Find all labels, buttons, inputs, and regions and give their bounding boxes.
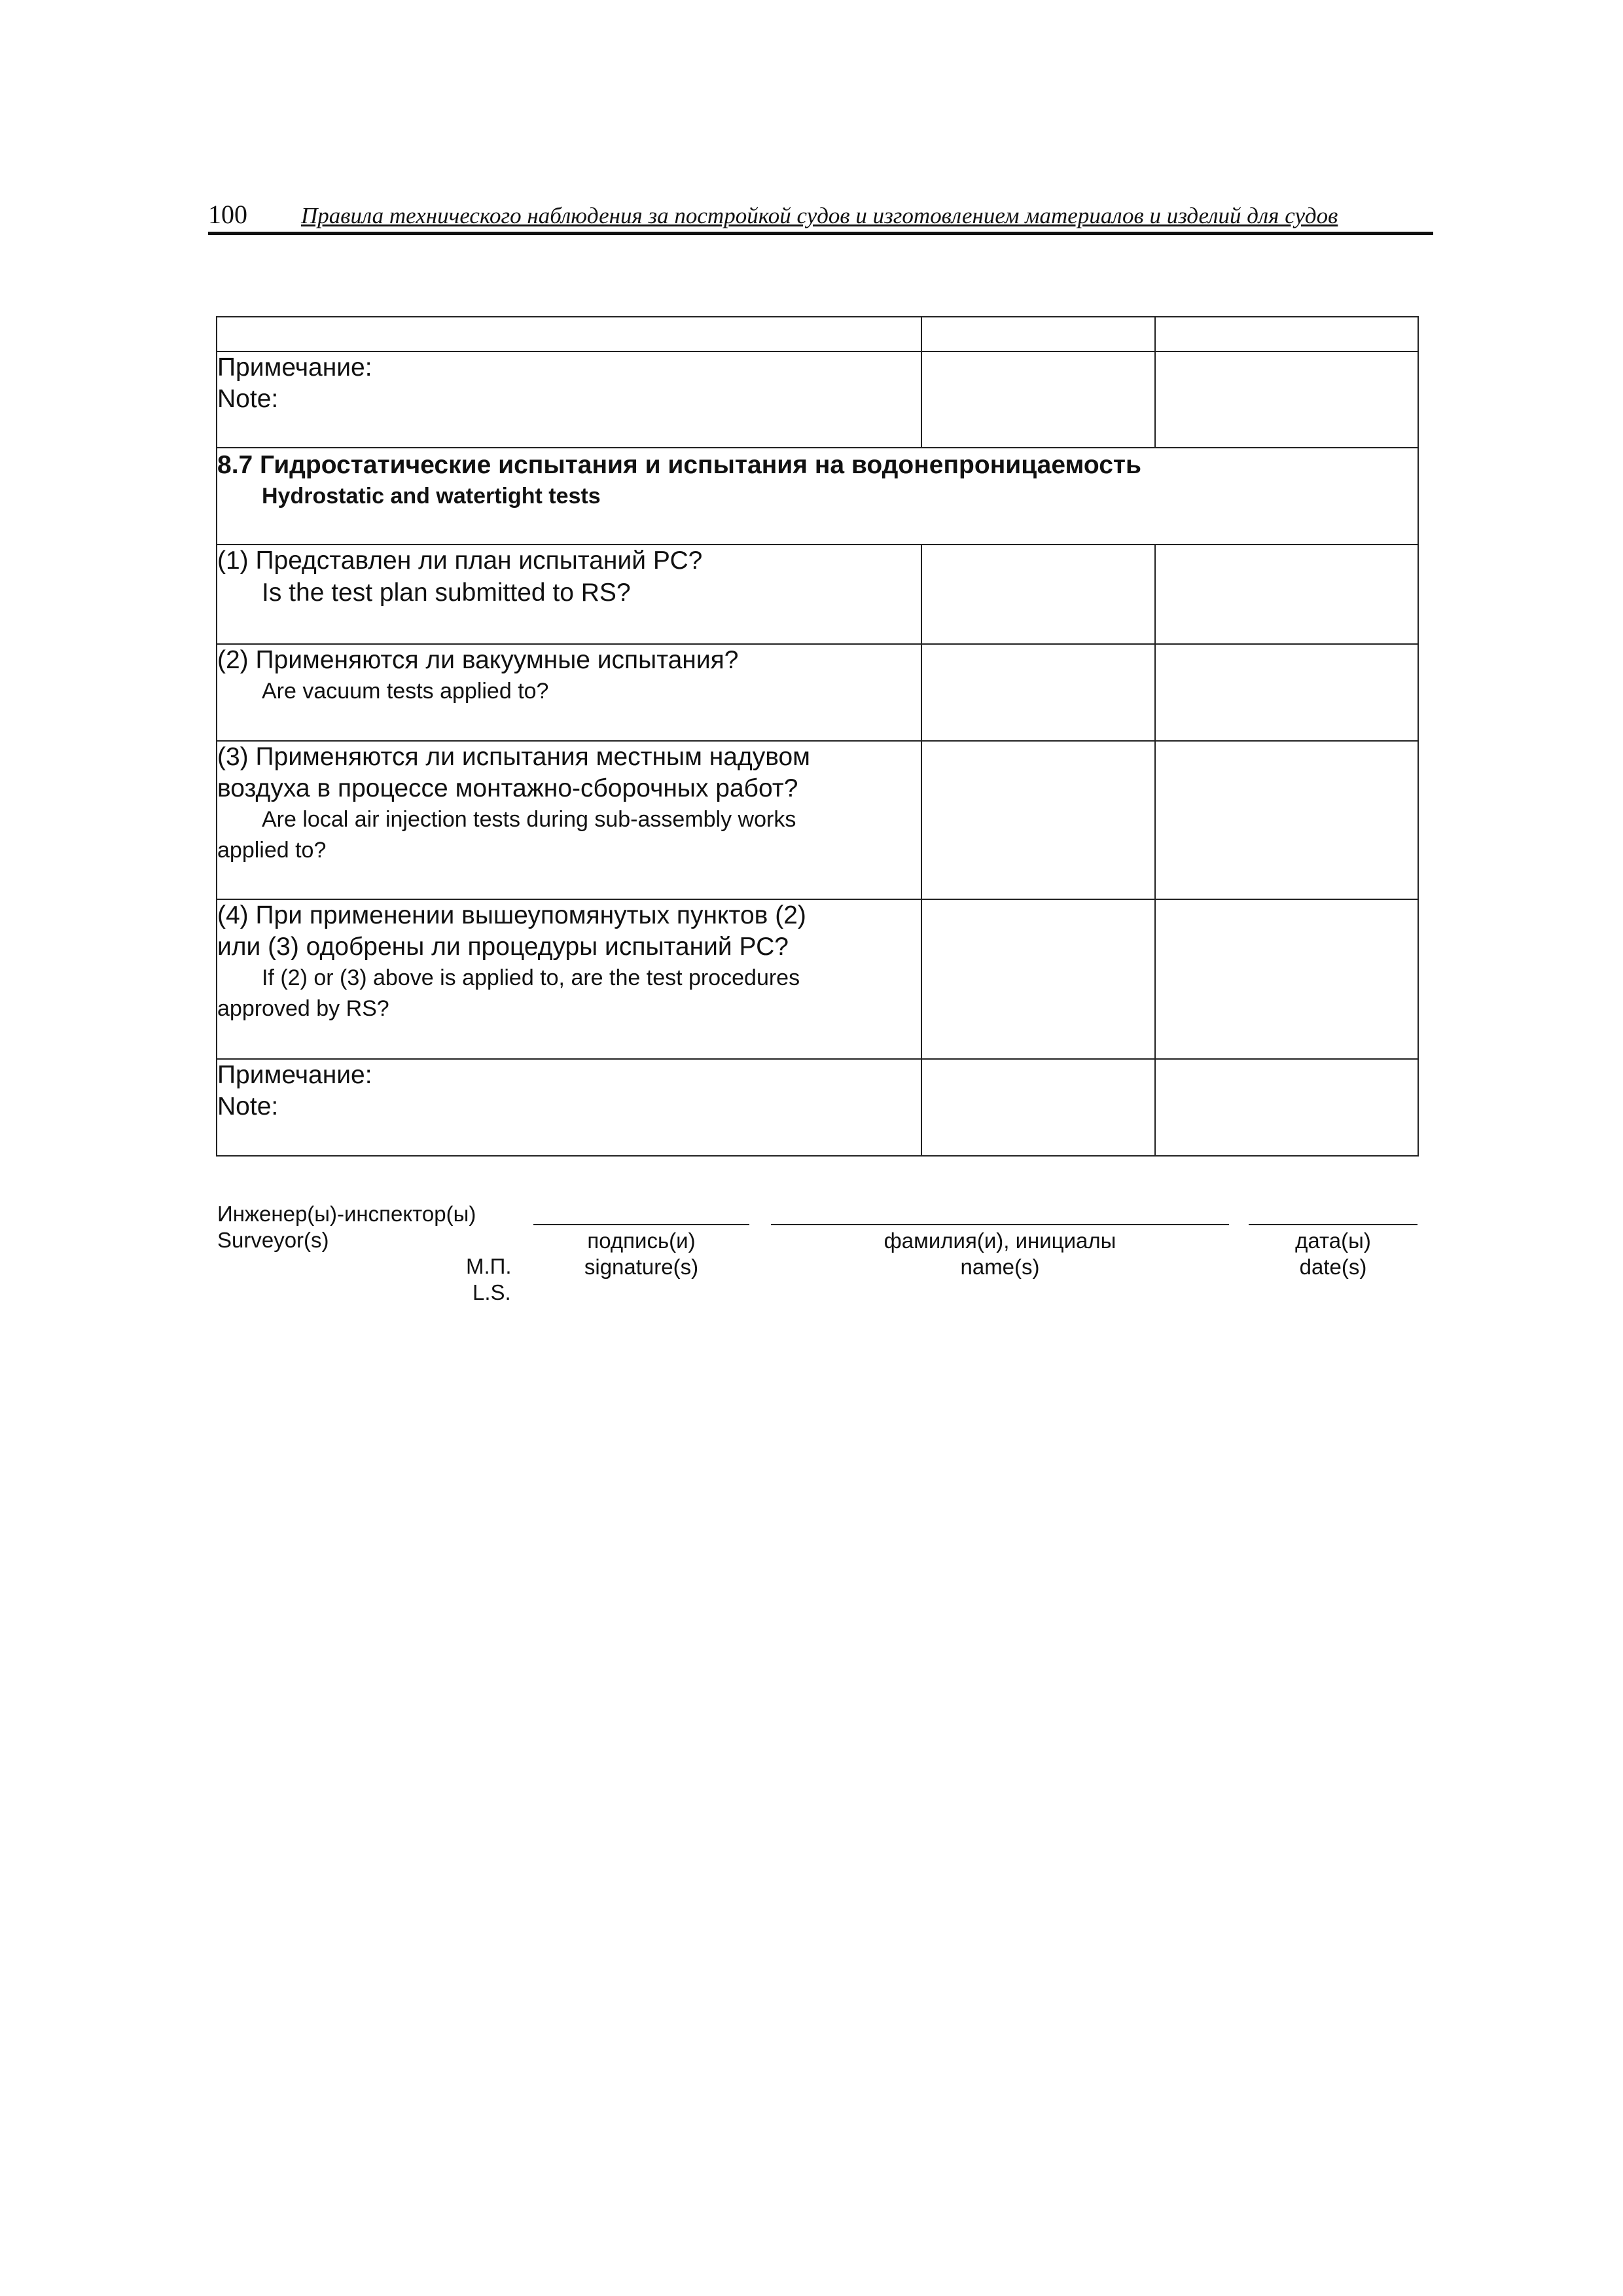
section-heading-row <box>217 448 1418 545</box>
table-row <box>217 741 1418 899</box>
table-row-note-bottom <box>217 1059 1418 1156</box>
question-cell <box>217 545 921 644</box>
date-line[interactable] <box>1249 1224 1418 1225</box>
checklist-table <box>216 316 1419 1157</box>
stamp-label-ru: М.П. <box>466 1254 512 1278</box>
answer-cell[interactable] <box>921 545 1155 644</box>
question-ru-line2: или (3) одобрены ли процедуры испытаний РС? <box>217 933 789 961</box>
remarks-cell[interactable] <box>1155 317 1418 351</box>
signature-caption-ru: подпись(и) <box>587 1229 696 1253</box>
surveyor-label-en: Surveyor(s) <box>217 1228 329 1252</box>
date-caption-ru: дата(ы) <box>1295 1229 1371 1253</box>
answer-cell[interactable] <box>921 317 1155 351</box>
question-cell <box>217 644 921 741</box>
running-title: Правила технического наблюдения за постройкой судов и изготовлением материалов и изделий для судов <box>301 203 1338 228</box>
answer-cell[interactable] <box>921 899 1155 1059</box>
remarks-cell[interactable] <box>1155 1059 1418 1156</box>
stamp-label-en: L.S. <box>473 1280 511 1304</box>
remarks-cell[interactable] <box>1155 899 1418 1059</box>
note-cell <box>217 1059 921 1156</box>
question-ru-line1: (3) Применяются ли испытания местным надувом <box>217 743 810 771</box>
blank-cell <box>217 317 921 351</box>
name-caption-ru: фамилия(и), инициалы <box>883 1229 1116 1253</box>
question-en-line1: If (2) or (3) above is applied to, are the test procedures <box>262 965 800 990</box>
section-heading-cell <box>217 448 1418 545</box>
question-ru-line1: (4) При применении вышеупомянутых пунктов (2) <box>217 901 806 929</box>
page-header <box>208 199 1433 235</box>
signature-caption-en: signature(s) <box>584 1255 699 1279</box>
surveyor-label-ru: Инженер(ы)-инспектор(ы) <box>217 1202 476 1226</box>
question-cell <box>217 899 921 1059</box>
question-ru: (1) Представлен ли план испытаний РС? <box>217 547 703 575</box>
question-en-line2: approved by RS? <box>217 996 389 1021</box>
page-number: 100 <box>208 200 247 229</box>
question-cell <box>217 741 921 899</box>
question-en: Is the test plan submitted to RS? <box>262 579 631 607</box>
answer-cell[interactable] <box>921 351 1155 448</box>
section-title-ru: 8.7 Гидростатические испытания и испытания на водонепроницаемость <box>217 451 1141 479</box>
question-ru: (2) Применяются ли вакуумные испытания? <box>217 646 739 674</box>
note-label-ru: Примечание: <box>217 1061 372 1089</box>
question-en-line1: Are local air injection tests during sub-assembly works <box>262 807 796 832</box>
table-row-blank <box>217 317 1418 351</box>
note-label-en: Note: <box>217 1092 279 1121</box>
question-en: Are vacuum tests applied to? <box>262 679 549 704</box>
remarks-cell[interactable] <box>1155 741 1418 899</box>
table-row-note-top <box>217 351 1418 448</box>
note-label-ru: Примечание: <box>217 353 372 382</box>
remarks-cell[interactable] <box>1155 545 1418 644</box>
remarks-cell[interactable] <box>1155 644 1418 741</box>
answer-cell[interactable] <box>921 644 1155 741</box>
answer-cell[interactable] <box>921 741 1155 899</box>
table-row <box>217 644 1418 741</box>
name-line[interactable] <box>771 1224 1229 1225</box>
note-label-en: Note: <box>217 385 279 413</box>
name-caption-en: name(s) <box>960 1255 1040 1279</box>
answer-cell[interactable] <box>921 1059 1155 1156</box>
date-caption-en: date(s) <box>1299 1255 1367 1279</box>
signature-line[interactable] <box>533 1224 749 1225</box>
table-row <box>217 545 1418 644</box>
table-row <box>217 899 1418 1059</box>
note-cell <box>217 351 921 448</box>
question-ru-line2: воздуха в процессе монтажно-сборочных работ? <box>217 774 798 802</box>
question-en-line2: applied to? <box>217 838 327 863</box>
remarks-cell[interactable] <box>1155 351 1418 448</box>
section-title-en: Hydrostatic and watertight tests <box>262 484 601 509</box>
